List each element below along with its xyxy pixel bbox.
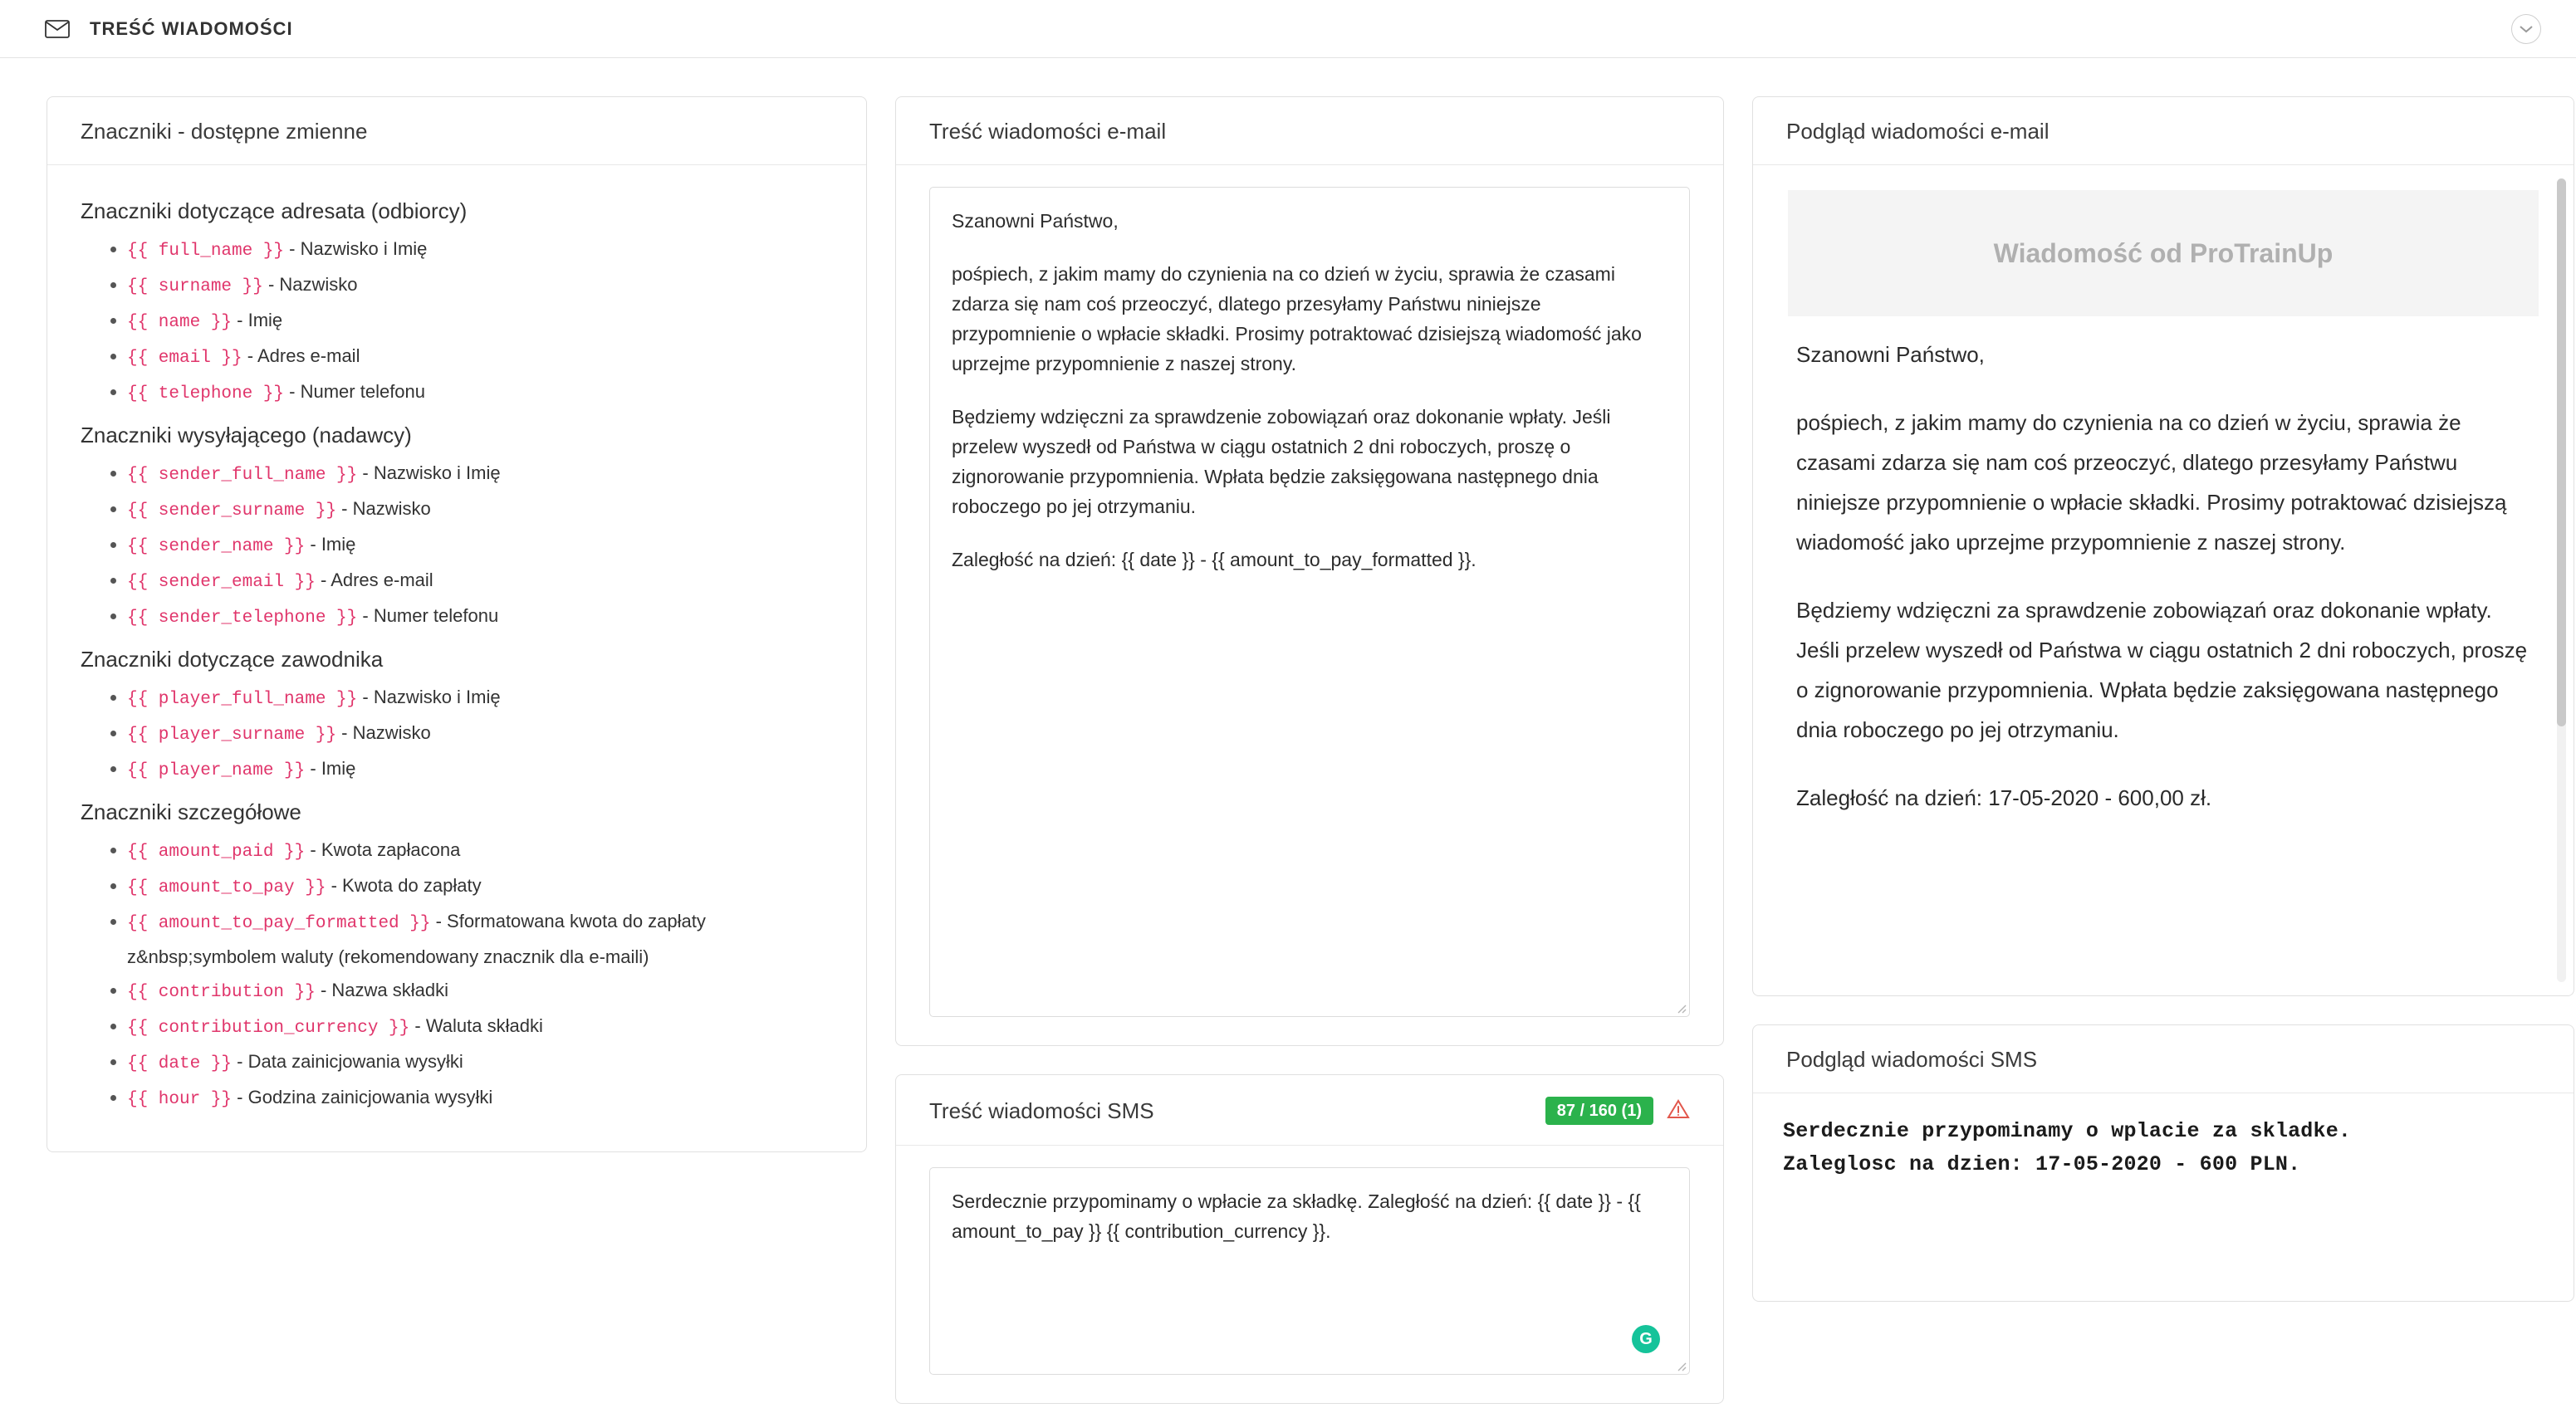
collapse-section-button[interactable] <box>2511 14 2541 44</box>
sms-preview-line: Zaleglosc na dzien: 17-05-2020 - 600 PLN. <box>1783 1152 2301 1176</box>
marker-token[interactable]: {{ player_full_name }} <box>127 690 358 709</box>
email-preview-title: Podgląd wiadomości e-mail <box>1786 119 2050 144</box>
email-preview-body <box>1753 165 2574 995</box>
sms-editor-title: Treść wiadomości SMS <box>929 1098 1154 1123</box>
list-item <box>127 869 833 905</box>
list-item <box>127 1045 833 1081</box>
grammarly-icon[interactable]: G <box>1632 1325 1660 1353</box>
marker-desc: - Sformatowana kwota do zapłaty z&nbsp;symbolem waluty (rekomendowany znacznik dla e-maili) <box>127 911 706 967</box>
list-item <box>127 681 833 716</box>
list-item <box>127 457 833 492</box>
email-preview-banner: Wiadomość od ProTrainUp <box>1788 190 2539 316</box>
marker-token[interactable]: {{ contribution }} <box>127 983 316 1002</box>
list-item <box>127 974 833 1010</box>
email-textarea-resize-handle[interactable] <box>1673 1000 1687 1014</box>
markers-card-body <box>47 165 866 1151</box>
marker-token[interactable]: {{ player_surname }} <box>127 726 337 745</box>
email-paragraph: Szanowni Państwo, <box>952 210 1119 232</box>
marker-desc: - Data zainicjowania wysyłki <box>237 1051 463 1072</box>
markers-list <box>81 232 833 411</box>
marker-token[interactable]: {{ sender_surname }} <box>127 501 337 521</box>
markers-list <box>81 834 833 1117</box>
markers-list <box>81 681 833 788</box>
sms-preview-line: Serdecznie przypominamy o wplacie za skladke. <box>1783 1119 2352 1143</box>
sms-preview-body <box>1753 1093 2574 1301</box>
preview-paragraph: pośpiech, z jakim mamy do czynienia na co dzień w życiu, sprawia że czasami zdarza się nam coś przeoczyć, dlatego przesyłamy Państwu niniejsze przypomnienie o wpłacie składki. Prosimy potraktować dzisiejszą wiadomość jako uprzejme przypomnienie z naszej strony. <box>1796 410 2507 555</box>
list-item <box>127 716 833 752</box>
sms-text: Serdecznie przypominamy o wpłacie za składkę. Zaległość na dzień: {{ date }} - {{ amount_to_pay }} {{ contribution_currency }}. <box>952 1190 1641 1242</box>
email-paragraph: pośpiech, z jakim mamy do czynienia na co dzień w życiu, sprawia że czasami zdarza się nam coś przeoczyć, dlatego przesyłamy Państwu niniejsze przypomnienie o wpłacie składki. Prosimy potraktować dzisiejszą wiadomość jako uprzejme przypomnienie z naszej strony. <box>952 263 1642 374</box>
list-item <box>127 752 833 788</box>
marker-desc: - Imię <box>237 310 283 330</box>
email-preview-card <box>1752 96 2574 996</box>
sms-preview-title: Podgląd wiadomości SMS <box>1786 1047 2038 1072</box>
markers-group-title: Znaczniki dotyczące zawodnika <box>81 647 384 672</box>
sms-textarea-resize-handle[interactable] <box>1673 1358 1687 1371</box>
email-paragraph: Zaległość na dzień: {{ date }} - {{ amount_to_pay_formatted }}. <box>952 549 1477 570</box>
email-editor-title: Treść wiadomości e-mail <box>929 119 1167 144</box>
sms-preview-card <box>1752 1024 2574 1302</box>
sms-body-input[interactable] <box>929 1167 1690 1375</box>
preview-paragraph: Będziemy wdzięczni za sprawdzenie zobowiązań oraz dokonanie wpłaty. Jeśli przelew wyszedł od Państwa w ciągu ostatnich 2 dni roboczych, proszę o zignorowanie przypomnienia. Wpłata będzie zaksięgowana następnego dnia roboczego po jej otrzymaniu. <box>1796 598 2528 742</box>
marker-token[interactable]: {{ name }} <box>127 313 233 332</box>
list-item <box>127 564 833 599</box>
markers-card-header <box>47 97 866 165</box>
marker-desc: - Adres e-mail <box>320 570 433 590</box>
email-editor-card <box>895 96 1724 1046</box>
sms-editor-header <box>896 1075 1723 1146</box>
email-preview-header <box>1753 97 2574 165</box>
sms-character-counter: 87 / 160 (1) <box>1545 1097 1653 1125</box>
sms-preview-header <box>1753 1025 2574 1093</box>
envelope-icon <box>43 15 71 43</box>
sms-editor-card <box>895 1074 1724 1404</box>
marker-token[interactable]: {{ contribution_currency }} <box>127 1019 410 1038</box>
marker-token[interactable]: {{ sender_full_name }} <box>127 466 358 485</box>
list-item <box>127 1081 833 1117</box>
marker-desc: - Nazwisko <box>341 498 431 519</box>
email-textarea-wrap <box>929 187 1690 1017</box>
marker-token[interactable]: {{ surname }} <box>127 277 263 296</box>
marker-token[interactable]: {{ date }} <box>127 1054 233 1073</box>
markers-group-title: Znaczniki szczegółowe <box>81 799 301 824</box>
marker-token[interactable]: {{ sender_name }} <box>127 537 306 556</box>
marker-desc: - Kwota do zapłaty <box>331 875 482 896</box>
marker-token[interactable]: {{ telephone }} <box>127 384 285 403</box>
email-body-input[interactable] <box>929 187 1690 1017</box>
preview-paragraph: Zaległość na dzień: 17-05-2020 - 600,00 zł. <box>1796 785 2212 810</box>
markers-card-title: Znaczniki - dostępne zmienne <box>81 119 368 144</box>
marker-token[interactable]: {{ hour }} <box>127 1090 233 1109</box>
list-item <box>127 492 833 528</box>
email-paragraph: Będziemy wdzięczni za sprawdzenie zobowiązań oraz dokonanie wpłaty. Jeśli przelew wyszedł od Państwa w ciągu ostatnich 2 dni roboczych, proszę o zignorowanie przypomnienia. Wpłata będzie zaksięgowana następnego dnia roboczego po jej otrzymaniu. <box>952 406 1611 517</box>
markers-list <box>81 457 833 635</box>
editors-column <box>895 96 1724 1404</box>
markers-card <box>47 96 867 1152</box>
marker-desc: - Nazwisko <box>267 274 358 295</box>
marker-token[interactable]: {{ email }} <box>127 349 242 368</box>
marker-desc: - Numer telefonu <box>289 381 426 402</box>
list-item <box>127 528 833 564</box>
marker-desc: - Adres e-mail <box>247 345 360 366</box>
marker-desc: - Godzina zainicjowania wysyłki <box>237 1087 493 1107</box>
marker-token[interactable]: {{ full_name }} <box>127 242 285 261</box>
markers-column <box>47 96 867 1152</box>
list-item <box>127 834 833 869</box>
markers-group-title: Znaczniki wysyłającego (nadawcy) <box>81 423 412 447</box>
marker-token[interactable]: {{ sender_telephone }} <box>127 609 358 628</box>
list-item <box>127 268 833 304</box>
marker-desc: - Imię <box>310 534 356 555</box>
marker-desc: - Nazwisko i Imię <box>362 462 501 483</box>
marker-desc: - Nazwisko <box>341 722 431 743</box>
email-editor-body <box>896 165 1723 1045</box>
list-item <box>127 304 833 340</box>
marker-desc: - Waluta składki <box>414 1015 543 1036</box>
marker-token[interactable]: {{ player_name }} <box>127 761 306 780</box>
warning-triangle-icon[interactable] <box>1667 1098 1690 1123</box>
section-header <box>0 0 2576 58</box>
email-editor-header <box>896 97 1723 165</box>
page-title: TREŚĆ WIADOMOŚCI <box>90 17 293 39</box>
list-item <box>127 340 833 375</box>
preview-paragraph: Szanowni Państwo, <box>1796 342 1985 367</box>
markers-group-title: Znaczniki dotyczące adresata (odbiorcy) <box>81 198 468 223</box>
marker-desc: - Nazwa składki <box>320 980 449 1000</box>
list-item <box>127 905 833 974</box>
list-item <box>127 599 833 635</box>
marker-desc: - Kwota zapłacona <box>310 839 461 860</box>
marker-desc: - Numer telefonu <box>362 605 499 626</box>
marker-desc: - Nazwisko i Imię <box>362 687 501 707</box>
sms-editor-body <box>896 1146 1723 1403</box>
email-preview-scrollbar-thumb[interactable] <box>2557 178 2566 726</box>
list-item <box>127 1010 833 1045</box>
marker-token[interactable]: {{ amount_to_pay }} <box>127 878 326 897</box>
marker-desc: - Nazwisko i Imię <box>289 238 428 259</box>
list-item <box>127 232 833 268</box>
email-preview-text <box>1753 316 2574 818</box>
list-item <box>127 375 833 411</box>
sms-textarea-wrap <box>929 1167 1690 1375</box>
marker-token[interactable]: {{ sender_email }} <box>127 573 316 592</box>
sms-counter-area <box>1545 1097 1690 1125</box>
previews-column <box>1752 96 2574 1302</box>
marker-desc: - Imię <box>310 758 356 779</box>
marker-token[interactable]: {{ amount_to_pay_formatted }} <box>127 914 431 933</box>
marker-token[interactable]: {{ amount_paid }} <box>127 843 306 862</box>
content-area <box>0 58 2576 1404</box>
